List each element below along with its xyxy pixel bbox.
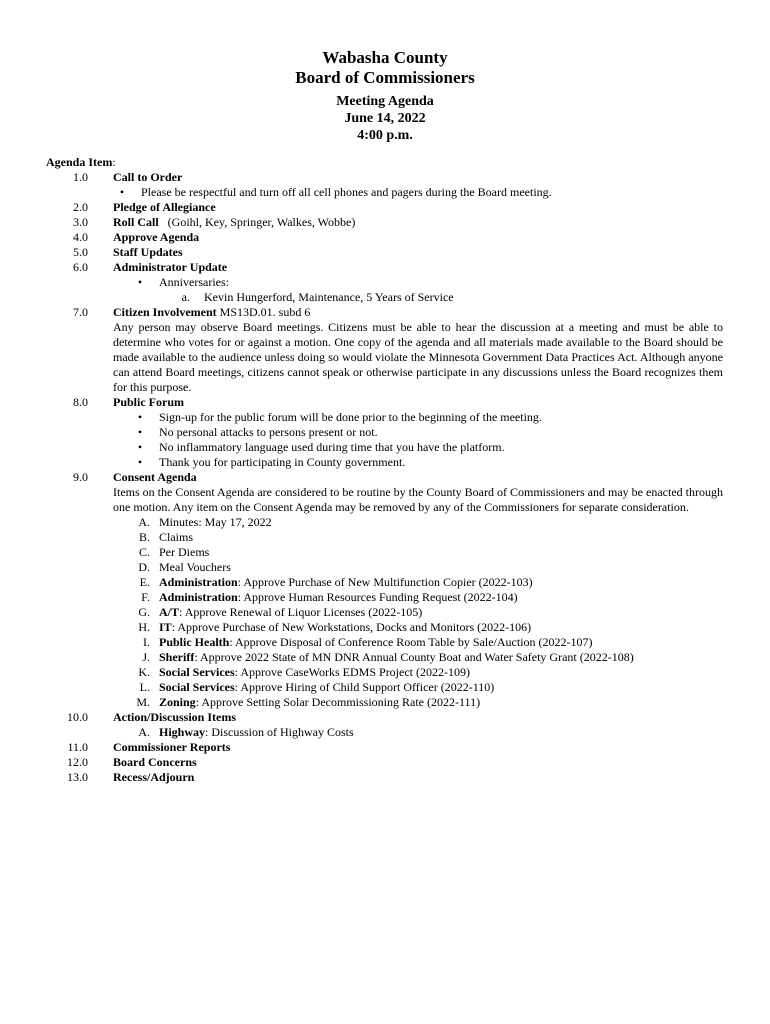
bullet-item <box>0 410 770 425</box>
agenda-item-2 <box>0 200 770 215</box>
consent-item-dept: IT <box>159 620 172 634</box>
consent-item-text <box>159 680 494 695</box>
item-number: 6.0 <box>73 260 88 274</box>
discussion-item <box>0 725 770 740</box>
bullet-icon: • <box>137 275 143 289</box>
consent-item <box>0 665 770 680</box>
consent-item-text <box>159 635 593 650</box>
consent-item-dept: Social Services <box>159 680 235 694</box>
consent-item-desc: Claims <box>159 530 194 544</box>
consent-item-desc: : Approve 2022 State of MN DNR Annual County Boat and Water Safety Grant (2022-108) <box>194 650 634 664</box>
consent-item-letter: D. <box>138 560 150 574</box>
item-number: 5.0 <box>73 245 88 259</box>
agenda-item-11 <box>0 740 770 755</box>
consent-item <box>0 605 770 620</box>
consent-item-dept: Sheriff <box>159 650 195 664</box>
consent-item <box>0 620 770 635</box>
agenda-item-10 <box>0 710 770 725</box>
consent-item-text <box>159 515 272 530</box>
item-title: Approve Agenda <box>113 230 200 244</box>
item-number: 11.0 <box>67 740 88 754</box>
consent-item <box>0 575 770 590</box>
consent-item-text <box>159 650 634 665</box>
consent-item-letter: I. <box>143 635 150 649</box>
item-title <box>113 305 310 320</box>
consent-item <box>0 695 770 710</box>
consent-item-letter: F. <box>141 590 150 604</box>
bullet-item <box>0 455 770 470</box>
item-title: Public Forum <box>113 395 184 409</box>
consent-item-text <box>159 560 231 575</box>
consent-item-dept: Zoning <box>159 695 196 709</box>
agenda-item-4 <box>0 230 770 245</box>
item-number: 9.0 <box>73 470 88 484</box>
bullet-icon: • <box>137 455 143 469</box>
consent-item <box>0 635 770 650</box>
consent-item-letter: E. <box>139 575 150 589</box>
consent-item-text <box>159 620 531 635</box>
discussion-item-letter: A. <box>138 725 150 739</box>
item-title-text: Roll Call <box>113 215 159 229</box>
consent-item-desc: : Approve Renewal of Liquor Licenses (2022-105) <box>179 605 423 619</box>
consent-item-dept: Public Health <box>159 635 230 649</box>
meeting-time: 4:00 p.m. <box>357 128 413 143</box>
sub-item <box>0 290 770 305</box>
consent-item-dept: Administration <box>159 575 238 589</box>
consent-item <box>0 515 770 530</box>
consent-item <box>0 650 770 665</box>
agenda-item-1 <box>0 170 770 185</box>
bullet-icon: • <box>137 425 143 439</box>
item-number: 7.0 <box>73 305 88 319</box>
bullet-item <box>0 440 770 455</box>
document-header <box>0 48 770 144</box>
consent-item-text <box>159 545 209 560</box>
agenda-item-7 <box>0 305 770 320</box>
agenda-item-12 <box>0 755 770 770</box>
consent-item-desc: Meal Vouchers <box>159 560 231 574</box>
agenda-item-13 <box>0 770 770 785</box>
consent-item-text <box>159 695 480 710</box>
consent-item-text <box>159 530 193 545</box>
consent-item-dept: A/T <box>159 605 180 619</box>
consent-item-desc: : Approve Hiring of Child Support Officer (2022-110) <box>234 680 495 694</box>
bullet-item <box>0 425 770 440</box>
board-name: Board of Commissioners <box>295 68 475 87</box>
consent-item-letter: M. <box>136 695 150 709</box>
consent-item <box>0 530 770 545</box>
consent-agenda-text: Items on the Consent Agenda are considered to be routine by the County Board of Commissioners and may be enacted through one motion. Any item on the Consent Agenda may be removed by any of the Commissioners for separate consideration. <box>113 485 723 514</box>
item-title: Administrator Update <box>113 260 228 274</box>
consent-item-letter: C. <box>138 545 150 559</box>
document-type: Meeting Agenda <box>336 94 434 109</box>
item-title: Consent Agenda <box>113 470 197 484</box>
item-title: Call to Order <box>113 170 183 184</box>
sub-item-letter: a. <box>181 290 190 304</box>
discussion-item-desc: : Discussion of Highway Costs <box>205 725 354 739</box>
bullet-text: No inflammatory language used during time that you have the platform. <box>159 440 505 454</box>
agenda-item-colon: : <box>112 155 116 169</box>
item-number: 3.0 <box>73 215 88 229</box>
item-title: Pledge of Allegiance <box>113 200 216 214</box>
consent-item-desc: : Approve CaseWorks EDMS Project (2022-109) <box>234 665 470 679</box>
agenda-item-3 <box>0 215 770 230</box>
item-number: 12.0 <box>67 755 88 769</box>
roll-call-names: (Goihl, Key, Springer, Walkes, Wobbe) <box>167 215 356 229</box>
agenda-item-9 <box>0 470 770 485</box>
sub-item-text: Kevin Hungerford, Maintenance, 5 Years of Service <box>204 290 454 304</box>
item-number: 1.0 <box>73 170 88 184</box>
bullet-text: No personal attacks to persons present or not. <box>159 425 378 439</box>
item-number: 10.0 <box>67 710 88 724</box>
item-title <box>113 215 355 230</box>
bullet-item <box>0 275 770 290</box>
citizen-involvement-text: Any person may observe Board meetings. Citizens must be able to hear the discussion at a meeting and must be able to determine who votes for or against a motion. One copy of the agenda and all materials made available to the Board should be made available to the audience unless doing so would violate the Minnesota Government Data Practices Act. Although anyone can attend Board meetings, citizens cannot speak or otherwise participate in any discussions unless the Board recognizes them for this purpose. <box>113 320 723 394</box>
bullet-text: Thank you for participating in County government. <box>159 455 406 469</box>
county-name: Wabasha County <box>322 48 448 67</box>
item-title: Staff Updates <box>113 245 183 259</box>
agenda-item-5 <box>0 245 770 260</box>
bullet-icon: • <box>137 440 143 454</box>
consent-item-letter: H. <box>138 620 150 634</box>
consent-item-text <box>159 665 470 680</box>
consent-item-text <box>159 575 533 590</box>
item-title-text: Citizen Involvement <box>113 305 217 319</box>
discussion-item-dept: Highway <box>159 725 206 739</box>
consent-item-desc: Minutes: May 17, 2022 <box>159 515 272 529</box>
consent-item-desc: : Approve Purchase of New Multifunction Copier (2022-103) <box>237 575 533 589</box>
item-number: 8.0 <box>73 395 88 409</box>
consent-item-letter: K. <box>138 665 150 679</box>
consent-item-text <box>159 605 422 620</box>
agenda-list <box>0 170 770 785</box>
consent-item <box>0 545 770 560</box>
bullet-text: Anniversaries: <box>159 275 229 289</box>
bullet-text: Please be respectful and turn off all cell phones and pagers during the Board meeting. <box>141 185 552 199</box>
consent-item-desc: : Approve Setting Solar Decommissioning Rate (2022-111) <box>195 695 481 709</box>
consent-item <box>0 590 770 605</box>
statute-reference: MS13D.01. subd 6 <box>219 305 311 319</box>
consent-item-dept: Administration <box>159 590 238 604</box>
consent-item-dept: Social Services <box>159 665 235 679</box>
item-title: Recess/Adjourn <box>113 770 195 784</box>
consent-item-letter: L. <box>139 680 150 694</box>
agenda-item-8 <box>0 395 770 410</box>
consent-item-desc: Per Diems <box>159 545 210 559</box>
consent-item-letter: J. <box>142 650 150 664</box>
item-title: Action/Discussion Items <box>113 710 237 724</box>
item-title: Commissioner Reports <box>113 740 231 754</box>
meeting-date: June 14, 2022 <box>344 111 426 126</box>
item-title: Board Concerns <box>113 755 197 769</box>
consent-item-desc: : Approve Disposal of Conference Room Table by Sale/Auction (2022-107) <box>229 635 593 649</box>
consent-item-desc: : Approve Purchase of New Workstations, Docks and Monitors (2022-106) <box>171 620 532 634</box>
agenda-item-6 <box>0 260 770 275</box>
consent-item-letter: A. <box>138 515 150 529</box>
item-number: 4.0 <box>73 230 88 244</box>
agenda-item-label: Agenda Item <box>46 155 113 169</box>
consent-item-text <box>159 590 518 605</box>
bullet-text: Sign-up for the public forum will be done prior to the beginning of the meeting. <box>159 410 542 424</box>
consent-item <box>0 680 770 695</box>
consent-item-letter: G. <box>138 605 150 619</box>
consent-item-desc: : Approve Human Resources Funding Request (2022-104) <box>237 590 518 604</box>
consent-item-letter: B. <box>138 530 150 544</box>
bullet-icon: • <box>119 185 125 199</box>
item-number: 2.0 <box>73 200 88 214</box>
item-number: 13.0 <box>67 770 88 784</box>
bullet-item <box>0 185 770 200</box>
agenda-item-heading <box>46 155 116 170</box>
discussion-item-text <box>159 725 354 740</box>
consent-item <box>0 560 770 575</box>
bullet-icon: • <box>137 410 143 424</box>
